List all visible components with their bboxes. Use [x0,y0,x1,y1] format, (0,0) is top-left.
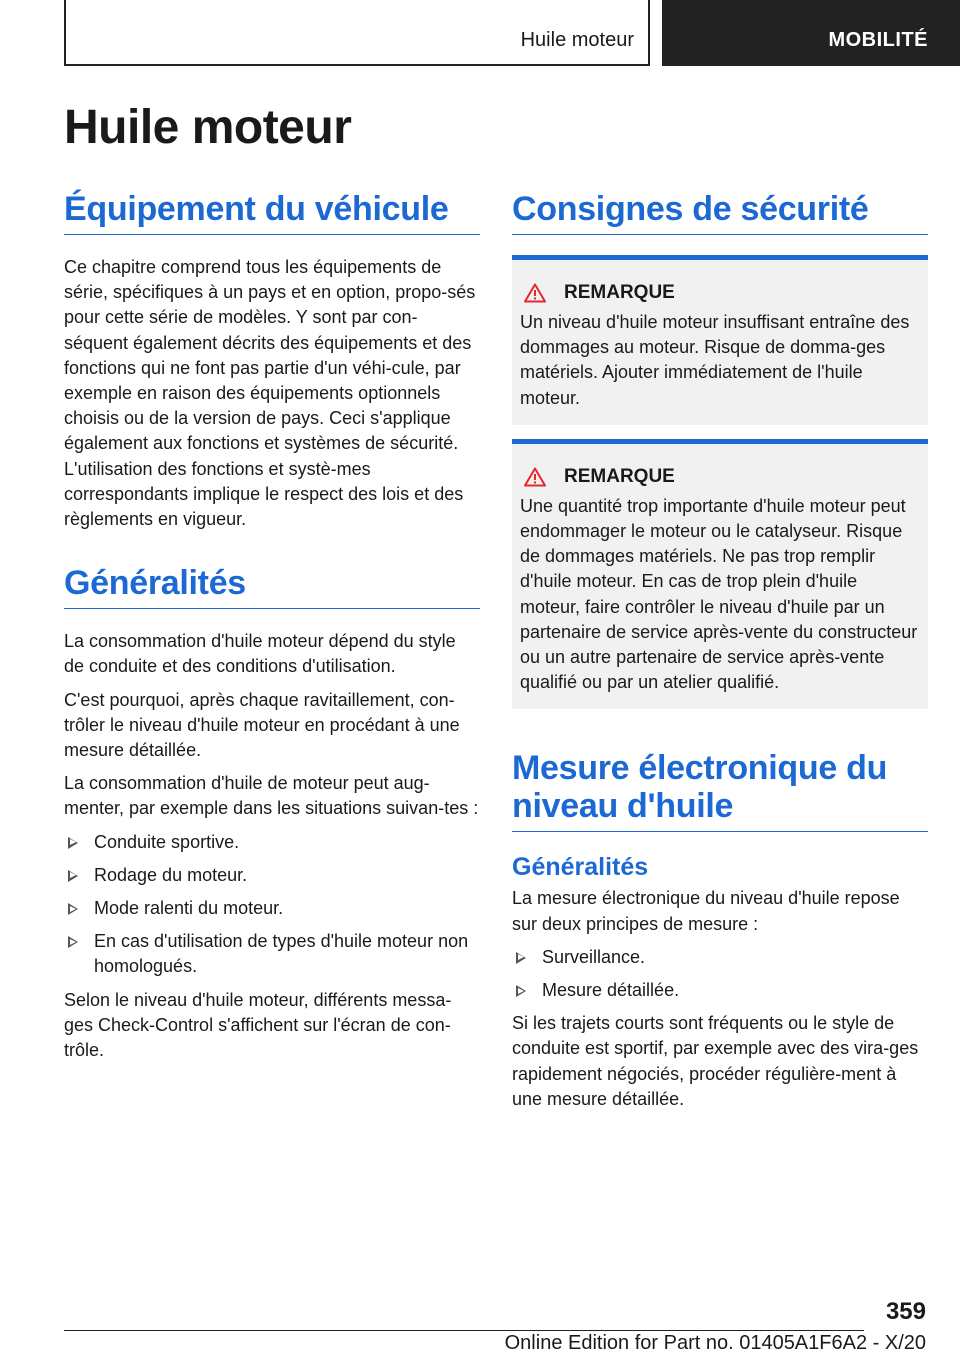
equipment-text: Ce chapitre comprend tous les équipements de série, spécifiques à un pays et en option, propo-sés pour cette série de modèles. Y sont par con-séquent également décrits des équipements et des fonctions qui ne font pas partie d'un véhi-cule, par exemple en raison des équipements optionnels choisis ou de la version de pays. Ceci s'applique également aux fonctions et systèmes de sécurité. L'utilisation des fonctions et systè-mes correspondants implique le respect des lois et des règlements en vigueur. [64,257,476,530]
list-item: Rodage du moteur. [64,863,480,888]
footer-rule [64,1330,864,1331]
general-paragraph: La consommation d'huile moteur dépend du style de conduite et des conditions d'utilisation. [64,631,456,677]
notice-label: REMARQUE [564,465,675,487]
general-paragraph: La consommation d'huile de moteur peut aug-menter, par exemple dans les situations suivan-tes : [64,773,479,819]
notice-label: REMARQUE [564,282,675,303]
list-item: En cas d'utilisation de types d'huile moteur non homologués. [64,929,480,979]
page-header [0,0,960,66]
warning-triangle-icon [524,283,546,303]
notice-text: Un niveau d'huile moteur insuffisant entraîne des dommages au moteur. Risque de domma-ges matériels. Ajouter immédiatement de l'huile moteur. [520,312,910,408]
right-column [512,190,928,1120]
triangle-bullet-icon [68,870,78,882]
list-item: Mode ralenti du moteur. [64,896,480,921]
electronic-paragraph: La mesure électronique du niveau d'huile repose sur deux principes de mesure : [512,888,900,934]
electronic-subheading: Généralités [512,853,649,882]
left-column [64,190,480,1071]
general-paragraph: C'est pourquoi, après chaque ravitaillement, con-trôler le niveau d'huile moteur en procédant à une mesure détaillée. [64,689,460,761]
electronic-heading: Mesure électronique du niveau d'huile [512,749,928,832]
general-heading: Généralités [64,564,480,609]
general-paragraph: Selon le niveau d'huile moteur, différents messa-ges Check-Control s'affichent sur l'écran de con-trôle. [64,989,452,1061]
section-tab [64,0,650,66]
section-name: Huile moteur [520,29,634,51]
page-title: Huile moteur [64,101,352,154]
page-number: 359 [885,1298,926,1325]
list-item: Surveillance. [512,945,928,970]
safety-heading: Consignes de sécurité [512,190,928,235]
principles-list [512,945,928,1003]
equipment-heading: Équipement du véhicule [64,190,480,235]
notice-text: Une quantité trop importante d'huile moteur peut endommager le moteur ou le catalyseur. Risque de dommages matériels. Ne pas trop remplir d'huile moteur. En cas de trop plein d'huile moteur, faire contrôler le niveau d'huile par un partenaire de service après-vente du constructeur ou un autre partenaire de service après-vente qualifié ou par un atelier qualifié. [520,495,918,693]
triangle-bullet-icon [68,837,78,849]
list-item: Mesure détaillée. [512,978,928,1003]
triangle-bullet-icon [68,936,78,948]
triangle-bullet-icon [68,903,78,915]
chapter-name: MOBILITÉ [828,29,928,51]
warning-triangle-icon [524,467,546,487]
notice-box [512,255,928,425]
situations-list [64,830,480,980]
notice-box [512,439,928,710]
chapter-tab [662,0,960,66]
triangle-bullet-icon [516,952,526,964]
edition-line: Online Edition for Part no. 01405A1F6A2 - X/20 [504,1332,926,1354]
triangle-bullet-icon [516,985,526,997]
electronic-paragraph: Si les trajets courts sont fréquents ou le style de conduite est sportif, par exemple avec des vira-ges rapidement négociés, procéder régulière-ment à une mesure détaillée. [512,1013,919,1109]
list-item: Conduite sportive. [64,830,480,855]
